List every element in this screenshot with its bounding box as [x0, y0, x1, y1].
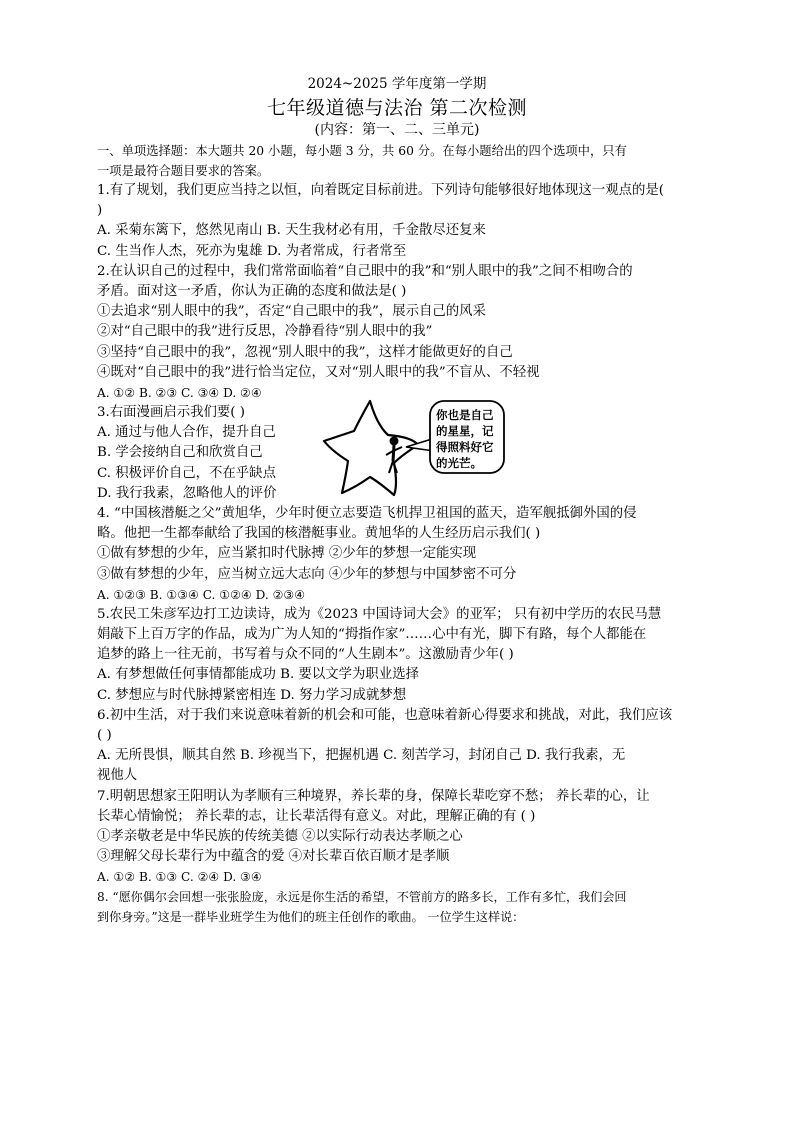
question-stem: ( ): [97, 728, 112, 744]
question-options: A. 有梦想做任何事情都能成功 B. 要以文学为职业选择: [97, 667, 419, 683]
statement-item: ③做有梦想的少年，应当树立远大志向 ④少年的梦想与中国梦密不可分: [97, 566, 517, 582]
question-stem: 4. “中国核潜艇之父”黄旭华，少年时便立志要造飞机捍卫祖国的蓝天，造军舰抵御外国的侵: [97, 506, 637, 522]
question-options: A. ①② B. ②③ C. ③④ D. ②④: [97, 386, 262, 401]
speech-bubble-text: 的光芒。: [436, 456, 482, 471]
question-stem: 到你身旁。”这是一群毕业班学生为他们的班主任创作的歌曲。 一位学生这样说：: [97, 910, 525, 925]
section-instructions: 一项是最符合题目要求的答案。: [97, 164, 270, 178]
question-stem: 长辈心情愉悦； 养长辈的志，让长辈活得有意义。对此，理解正确的有 ( ): [97, 808, 536, 824]
question-options: A. 采菊东篱下，悠然见南山 B. 天生我材必有用，千金散尽还复来: [97, 223, 486, 239]
question-options: A. 无所畏惧，顺其自然 B. 珍视当下，把握机遇 C. 刻苦学习，封闭自己 D. 我行我素，无: [97, 748, 626, 764]
speech-bubble-text: 你也是自己: [436, 408, 494, 423]
question-4: [97, 504, 697, 605]
section-instructions: 一、单项选择题：本大题共 20 小题，每小题 3 分，共 60 分。在每小题给出的四个选项中，只有: [97, 144, 627, 158]
question-options: D. 我行我素，忽略他人的评价: [97, 485, 277, 501]
question-stem: 矛盾。面对这一矛盾，你认为正确的态度和做法是( ): [97, 284, 407, 300]
statement-item: ②对“自己眼中的我”进行反思，冷静看待“别人眼中的我”: [97, 324, 433, 340]
question-stem: 8. “愿你偶尔会回想一张张脸庞，永远是你生活的希望，不管前方的路多长，工作有多忙，我们会回: [97, 890, 627, 905]
question-stem: 7.明朝思想家王阳明认为孝顺有三种境界，养长辈的身，保障长辈吃穿不愁； 养长辈的心，让: [97, 788, 650, 804]
statement-item: ①做有梦想的少年，应当紧扣时代脉搏 ②少年的梦想一定能实现: [97, 546, 477, 562]
question-options: C. 积极评价自己，不在乎缺点: [97, 465, 276, 481]
question-1: [97, 181, 697, 262]
question-7: [97, 787, 697, 888]
speech-bubble-text: 得照料好它: [436, 440, 494, 455]
question-options: B. 学会接纳自己和欣赏自己: [97, 445, 263, 461]
star-icon: [324, 401, 418, 495]
statement-item: ③理解父母长辈行为中蕴含的爱 ④对长辈百依百顺才是孝顺: [97, 849, 450, 865]
statement-item: ①去追求“别人眼中的我”，否定“自己眼中的我”，展示自己的风采: [97, 304, 486, 320]
term-heading: 2024~2025 学年度第一学期: [307, 76, 487, 92]
question-stem: 2.在认识自己的过程中，我们常常面临着“自己眼中的我”和“别人眼中的我”之间不相吻合的: [97, 263, 633, 279]
question-5: [97, 605, 697, 706]
question-stem: 3.右面漫画启示我们要( ): [97, 405, 245, 421]
question-stem: 追梦的路上一往无前，书写着与众不同的“人生剧本”。这激励青少年( ): [97, 647, 514, 663]
question-stem: ): [97, 203, 103, 219]
exam-content: [97, 72, 697, 927]
question-options: 视他人: [97, 768, 138, 784]
statement-item: ③坚持“自己眼中的我”，忽视“别人眼中的我”，这样才能做更好的自己: [97, 344, 513, 360]
exam-scope: (内容：第一、二、三单元): [314, 122, 480, 138]
question-3: [97, 403, 697, 504]
question-2: [97, 262, 697, 403]
question-options: A. ①② B. ①③ C. ②④ D. ③④: [97, 870, 262, 885]
statement-item: ④既对“自己眼中的我”进行恰当定位，又对“别人眼中的我”不盲从、不轻视: [97, 364, 540, 380]
question-8: [97, 887, 697, 927]
question-stem: 娟敲下上百万字的作品，成为广为人知的“拇指作家”……心中有光，脚下有路，每个人都能在: [97, 627, 647, 643]
speech-bubble-text: 的星星，记: [436, 424, 494, 439]
question-options: C. 生当作人杰，死亦为鬼雄 D. 为者常成，行者常至: [97, 243, 407, 259]
question-options: A. ①②③ B. ①③④ C. ①②④ D. ②③④: [97, 587, 306, 602]
question-6: [97, 706, 697, 787]
question-stem: 1.有了规划，我们更应当持之以恒，向着既定目标前进。下列诗句能够很好地体现这一观点的是(: [97, 183, 665, 198]
question-options: A. 通过与他人合作，提升自己: [97, 425, 276, 441]
question-options: C. 梦想应与时代脉搏紧密相连 D. 努力学习成就梦想: [97, 687, 407, 703]
question-stem: 6.初中生活，对于我们来说意味着新的机会和可能，也意味着新心得要求和挑战，对此，我们应该: [97, 707, 673, 723]
cartoon-illustration: [322, 395, 512, 507]
exam-title: 七年级道德与法治 第二次检测: [266, 97, 528, 119]
statement-item: ①孝亲敬老是中华民族的传统美德 ②以实际行动表达孝顺之心: [97, 829, 463, 845]
question-stem: 略。他把一生都奉献给了我国的核潜艇事业。黄旭华的人生经历启示我们( ): [97, 526, 541, 542]
question-stem: 5.农民工朱彦军边打工边读诗，成为《2023 中国诗词大会》的亚军； 只有初中学历的农民马慧: [97, 606, 662, 622]
